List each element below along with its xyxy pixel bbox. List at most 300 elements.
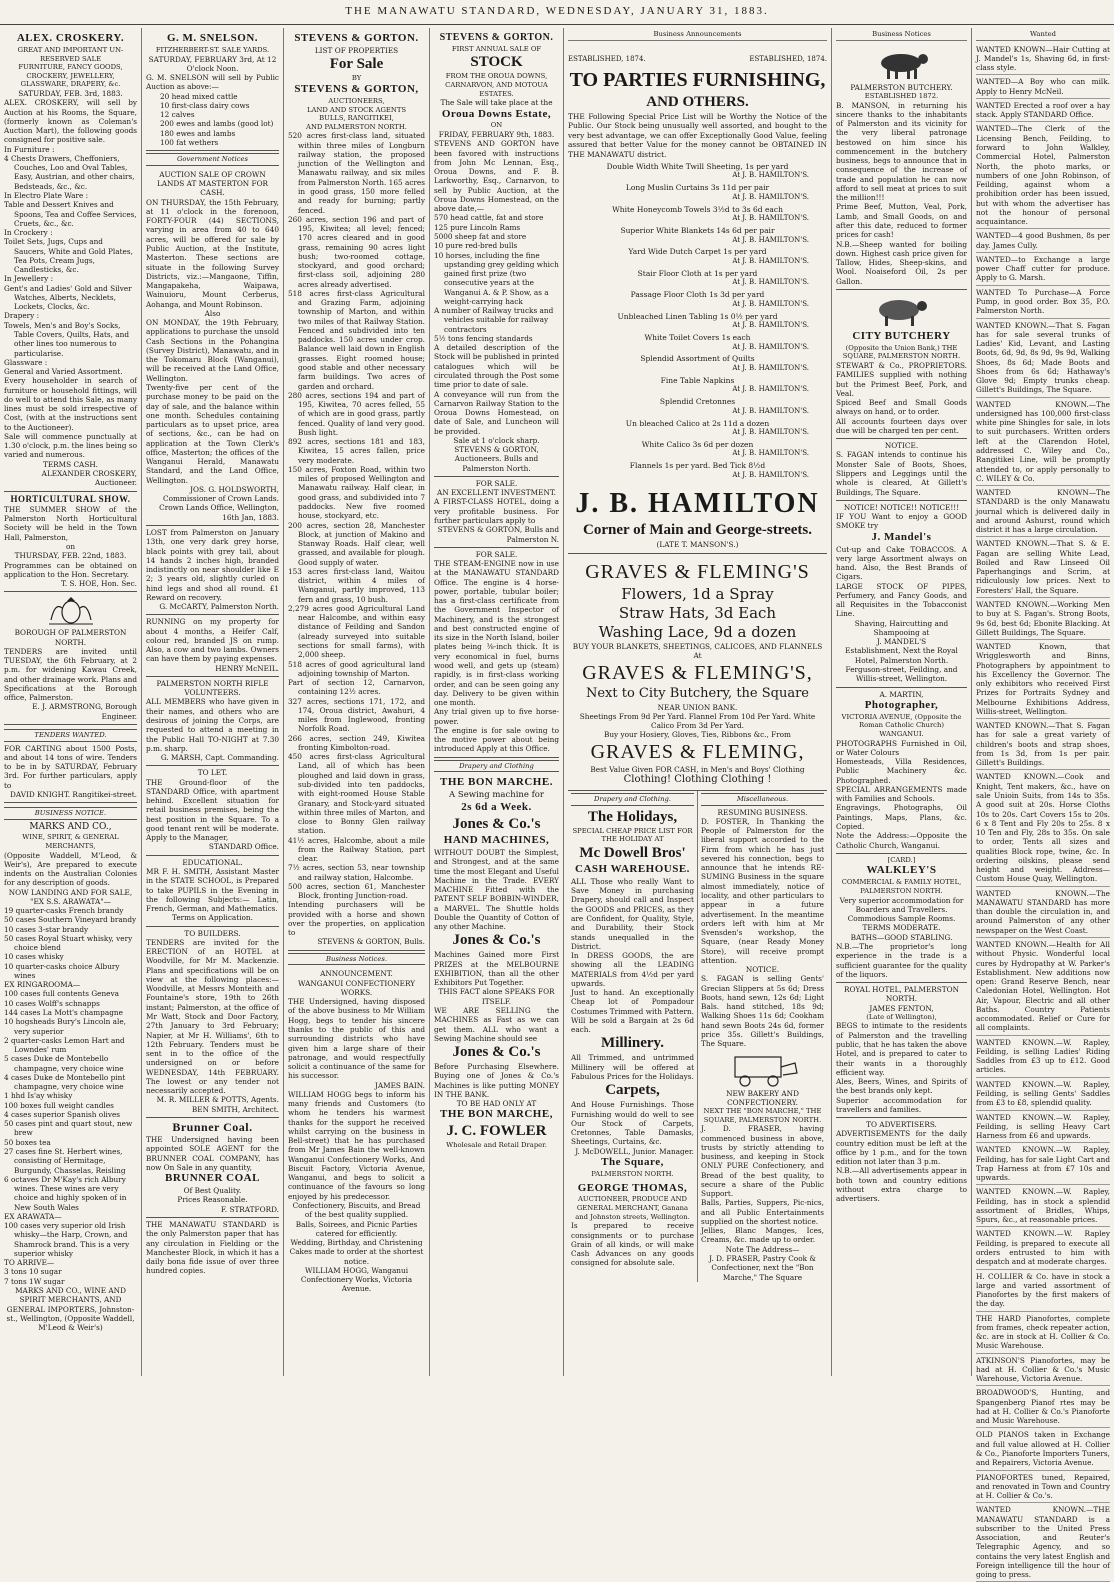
tobe: TO BE HAD ONLY AT — [456, 1099, 537, 1109]
price-vendor: At J. B. HAMILTON'S. — [732, 449, 809, 458]
hotel-body: A FIRST-CLASS HOTEL, doing a very profitable business. For further particulars apply to — [434, 497, 559, 525]
wang-title: WANGANUI CONFECTIONERY WORKS. — [297, 978, 416, 997]
hamilton-ad — [568, 43, 827, 554]
marks-item: 100 boxes full weight candles — [4, 1100, 114, 1110]
wanted-item: WANTED KNOWN.—W. Rapley, Feilding, is selling Ladies' Riding Saddles from £3 up to £12. Good articles. — [976, 1036, 1110, 1078]
croskery-item: Glassware : — [4, 357, 48, 367]
marks-item: 10 cases 3-star brandy — [4, 924, 89, 934]
commercial: COMMERCIAL & FAMILY HOTEL, PALMERSTON NORTH. — [841, 878, 962, 896]
price-item: Splendid Cretonnes — [659, 397, 736, 407]
wang-sign1: JAMES BAIN. — [374, 1080, 425, 1090]
snelson-items — [146, 92, 279, 148]
croskery-title: ALEX. CROSKERY. — [16, 32, 125, 44]
croskery-note: Every householder in search of furniture or household fittings, will do well to attend this Sale, as many lines must be sold irrespective of Cost, (with at the instructions sent to the Auctioneer). — [4, 376, 137, 432]
builders-head: TO BUILDERS. — [184, 928, 241, 938]
price-line — [568, 226, 827, 244]
croskery-terms: TERMS CASH. — [42, 459, 98, 469]
marks-item: 27 cases fine St. Herbert wines, consisting of Hermitage, Burgundy, Chasselas, Reisling — [4, 1147, 126, 1175]
snelson-title: G. M. SNELSON. — [166, 32, 259, 44]
lost-body: LOST from Palmerston on January 13th, one very dark grey horse, black points with grey tail, about 14 hands 2 inches high, branded indistinctly on near shoulder like E 2; 3 years old, slightly curled on hind legs and shod all round. £1 Reward on recovery. — [146, 527, 279, 602]
price-vendor: At J. B. HAMILTON'S. — [732, 256, 809, 265]
marks-item: 5 cases Duke de Montebello champagne, very choice wine — [4, 1054, 124, 1073]
jones2: Jones & Co.'s — [452, 932, 541, 949]
oroua-sale-place: The Sale will take place at the — [440, 98, 553, 108]
sg-auct: AUCTIONEERS, — [328, 96, 385, 105]
resume: RESUMING BUSINESS. — [717, 807, 808, 817]
property-item: 892 acres, sections 181 and 183, Kiwitea, 15 acres fallen, price very moderate. — [288, 437, 425, 465]
wanted-item: WANTED KNOWN.—W. Rapley, Feilding, is selling Heavy Cart Harness from £6 and upwards. — [976, 1111, 1110, 1144]
bon-marche-ad — [434, 774, 559, 1153]
mandel-ad — [836, 501, 967, 688]
property-item: 7½ acres, section 53, near township and railway station, Halcombe. — [288, 863, 425, 882]
oroua-stock: STOCK — [470, 54, 523, 71]
superior: Very superior accommodation for Boarders and Travellers. — [839, 895, 964, 914]
gf-lace: Washing Lace, 9d a dozen — [598, 623, 797, 642]
masthead: THE MANAWATU STANDARD, WEDNESDAY, JANUARY 31, 1883. — [0, 0, 1114, 25]
price-item: Un bleached Calico at 2s 11d a dozen — [625, 418, 770, 428]
price-vendor: At J. B. HAMILTON'S. — [732, 192, 809, 201]
snelson-item: 180 ewes and lambs — [160, 128, 236, 138]
holidays: The Holidays, — [587, 808, 678, 825]
price-vendor: At J. B. HAMILTON'S. — [732, 363, 809, 372]
property-item: 200 acres, section 28, Manchester Block, at junction of Makino and Stanway Roads. Half clear, well grassed, and available for plough. Good supply of water. — [288, 520, 425, 567]
city-butchery: CITY BUTCHERY — [852, 329, 951, 342]
wanted-item: WANTED Erected a roof over a hay stack. Apply STANDARD Office. — [976, 99, 1110, 123]
sg-land: LAND AND STOCK AGENTS — [306, 105, 407, 114]
croskery-item: In Electro Plate Ware : — [4, 191, 89, 201]
nb2: N.B.—The proprietor's long experience in the trade is a sufficient guarantee for the quality of the liquors. — [836, 941, 967, 979]
marks-item: 50 cases pint and quart stout, new brew — [4, 1119, 133, 1138]
marks-item: 3 tons 10 sugar — [4, 1267, 62, 1277]
next-the: NEXT THE "BON MARCHE," THE SQUARE, PALMERSTON NORTH. — [703, 1107, 822, 1124]
builders-sign: M. R. MILLER & POTTS, Agents. BEN SMITH, Architect. — [156, 1095, 279, 1114]
marks-item: 50 cases Royal Stuart whisky, very choice blend — [4, 933, 133, 953]
oroua-item: 570 head cattle, fat and store — [434, 213, 544, 223]
coat-of-arms-icon — [45, 596, 97, 626]
croskery-item: 4 Chests Drawers, Cheffoniers, Couches, Loo and Oval Tables, Easy, Austrian, and other chairs, Bedsteads, &c., &c. — [4, 153, 135, 191]
business-head: BUSINESS NOTICE. — [4, 807, 137, 820]
column-7 — [972, 28, 1114, 1580]
sg-bulls: BULLS, RANGITIKEI, — [319, 114, 394, 123]
property-item: 150 acres, Foxton Road, within two miles of proposed Wellington and Manawatu railway. Half clear, in good grass, and subdivided into 7 paddocks. New five roomed house, stockyard, etc. — [288, 464, 425, 521]
croskery-items — [4, 145, 137, 377]
snelson-ad — [146, 30, 279, 151]
marks-title: MARKS AND CO., — [29, 821, 112, 832]
hort-prog: Programmes can be obtained on application to the Hon. Secretary. — [4, 560, 137, 579]
oroua-convey: A conveyance will run from the Carnarvon Railway Station to the Oroua Downs Homestead, on date of Sale, and Luncheon will be provided. — [434, 389, 559, 436]
marks-item: 7 tons 1W sugar — [4, 1276, 65, 1286]
property-item: 266 acres, section 249, Kiwitea fronting Kimbolton-road. — [288, 733, 425, 752]
marks-landing: NOW LANDING AND FOR SALE, "EX S.S. ARAWATA"— — [8, 887, 133, 906]
oroua-estate: Oroua Downs Estate, — [441, 107, 552, 120]
special-list: SPECIAL CHEAP PRICE LIST FOR THE HOLIDAY AT — [572, 826, 693, 844]
city-butchery-ad — [836, 290, 967, 439]
property-item: 520 acres first-class land, situated within three miles of Longburn railway station, the proposed junction of the Wellington and Manawatu railway, and six miles from Palmerston North. 165 acres in good grass, 150 more felled and ready for burning; partly fenced. — [288, 131, 425, 215]
price-item: Stair Floor Cloth at 1s per yard — [637, 268, 758, 278]
engravings: Engravings, Photographs, Oil Paintings, Maps, Plans, &c. Copied. — [836, 803, 967, 832]
sample: Commodious Sample Rooms. — [847, 914, 956, 924]
engine-body2: Any trial given up to five horse-power. — [434, 707, 559, 726]
advertisers-ad — [836, 1118, 967, 1206]
hamilton-corner: Corner of Main and George-streets. — [583, 522, 812, 539]
fraser: J. D. FRASER, having commenced business in above, trusts by strictly attending to business, and keeping in Stock ONLY PURE Confectionery, and Bread of the best quality, to secure a share of the Public Support. — [701, 1124, 824, 1199]
invest: AN EXCELLENT INVESTMENT. — [437, 488, 556, 498]
notice-h: NOTICE. — [884, 441, 919, 451]
croskery-sub: GREAT AND IMPORTANT UN-RESERVED SALE — [17, 45, 124, 63]
wang-body: THE Undersigned, having disposed of the above business to Mr William Hogg, begs to tender his sincere thanks to the public of this and surrounding districts who have given him a large share of their patronage, and would respectfully solicit a continuance of the same for his successor. — [288, 997, 425, 1081]
snelson-sub: FITZHERBERT-ST. SALE YARDS. — [155, 45, 270, 54]
carp-body: And House Furnishings. Those Furnishing would do well to see Our Stock of Carpets, Cretonnes, Table Damasks, Sheetings, Curtains, &c. — [571, 1100, 694, 1147]
marks-item: 10 cases Wolff's schnapps — [4, 998, 100, 1008]
walkley-ad — [836, 854, 967, 983]
wanted-item: WANTED KNOWN.—W. Rapley, Feilding, has in stock a splendid assortment of Bridles, Whips, Spurs, &c., at reasonable prices. — [976, 1185, 1110, 1227]
marks-items — [4, 906, 137, 1286]
tenders-head: TENDERS WANTED. — [4, 729, 137, 742]
col7-banner: Wanted — [976, 30, 1110, 41]
tolet-sign: STANDARD Office. — [208, 842, 279, 852]
wanted-item: WANTED To Purchase—A Force Pump, in good order. Box 35, P.O. Palmerston North. — [976, 286, 1110, 319]
oroua-item: 5000 sheep fat and store — [434, 232, 527, 242]
gf-title2: GRAVES & FLEMING'S, — [582, 661, 813, 684]
hort-date: THURSDAY, FEB. 22nd, 1883. — [14, 551, 127, 561]
marks-item: 1 hhd Is'ay whisky — [4, 1091, 73, 1101]
hort-sign: T. S. HOE, Hon. Sec. — [61, 579, 137, 589]
wanted-item: WANTED KNOWN.—That S. Fagan has for sale several trunks of Ladies' Kid, Levant, and Lasting Boots, 6d, 9d, 8s 9d, 9s 9d, Walking Shoes, 8s 6d; Made Boots and Shoes from 6s 6d; Hathaway's Glove 9d; Empty trunks cheap. Gillett's Buildings, The Square. — [976, 319, 1110, 398]
price-vendor: At J. B. HAMILTON'S. — [732, 171, 809, 180]
sheep-icon — [867, 294, 937, 328]
property-item: 41½ acres, Halcombe, about a mile from the Railway Station, part clear. — [288, 835, 425, 864]
property-item: 260 acres, section 196 and part of 195, Kiwitea; all level; fenced; 170 acres cleared and in good grass, remaining 90 acres light bush; two-roomed cottage, stockyard, and good orchard; first-class soil, adjoining 280 acres already advertised. — [288, 214, 425, 289]
sewing-price: 2s 6d a Week. — [461, 801, 532, 813]
price-item: Splendid Assortment of Quilts — [640, 354, 755, 364]
sg-firm: STEVENS & GORTON, — [294, 82, 419, 95]
wanted-item: WANTED KNOWN.—The MANAWATU STANDARD has more than double the circulation in, and around Palmerston of any other newspaper on the West Coast. — [976, 887, 1110, 938]
notice: NOTICE. — [745, 965, 780, 975]
crown-title: AUCTION SALE OF CROWN LANDS AT MASTERTON FOR CASH. — [156, 169, 269, 198]
brunner-ad — [146, 1118, 279, 1218]
gf-title3: GRAVES & FLEMING, — [590, 740, 805, 763]
col3-notices-head: Business Notices. — [288, 953, 425, 966]
marks-ad — [4, 803, 137, 1335]
price-vendor: At J. B. HAMILTON'S. — [732, 342, 809, 351]
gf-straw: Straw Hats, 3d Each — [618, 604, 777, 623]
col5-lower — [568, 791, 827, 1282]
crown-ad — [146, 168, 279, 526]
rifle-ad — [146, 677, 279, 766]
tolet-body: THE Ground-floor of the STANDARD Office, with apartment behind. Excellent situation for retail business premises, being the best position in the Square. To a good tenant rent will be moderate. Apply to the Manager, — [146, 777, 279, 843]
wanted-item: WANTED—The Clerk of the Licensing Bench, Feilding, to forward to John Walkley, Commercial Hotel, Palmerston North, the photo marks, or numbers of one John Robinson, of Feilding, against whom a prohibition order has been issued, but with whom the advertiser has not the honour of personal acquaintance. — [976, 122, 1110, 229]
gf-best: Best Value Given FOR CASH, in Men's and Boys' Clothing — [590, 765, 805, 775]
bakery-cart-icon — [723, 1051, 803, 1087]
croskery-item: In Jewellery : — [4, 274, 54, 284]
gf-flowers: Flowers, 1d a Spray — [621, 585, 774, 603]
marks-footer: MARKS AND CO., WINE AND SPIRIT MERCHANTS, AND GENERAL IMPORTERS, Johnston-st., Wellington, (Opposite Waddell, M'Leod & Weir's) — [6, 1285, 135, 1333]
marks-item: 50 cases Southern Vineyard brandy — [4, 915, 137, 925]
croskery-item: Gent's and Ladies' Gold and Silver Watches, Alberts, Necklets, Lockets, Clocks, &c. — [4, 283, 132, 312]
price-item: White Honeycomb Towels 3½d to 3s 6d each — [612, 204, 783, 214]
stewart: STEWART & Co., PROPRIETORS. FAMILIES supplied with nothing but the Primest Beef, Pork, and Veal. — [836, 361, 967, 398]
price-line — [568, 419, 827, 437]
borough-sign: E. J. ARMSTRONG, Borough Engineer. — [32, 702, 137, 721]
price-vendor: At J. B. HAMILTON'S. — [732, 299, 809, 308]
jones3: Jones & Co.'s — [452, 1044, 541, 1061]
thomas-sub: AUCTIONEER, PRODUCE AND GENERAL MERCHANT, Ganana and Johnston streets, Wellington. — [575, 1195, 690, 1221]
fagan-notice-ad — [836, 439, 967, 501]
new-bakery: NEW BAKERY AND CONFECTIONERY. — [726, 1088, 799, 1107]
lost-ad — [146, 526, 279, 615]
terms: TERMS MODERATE. — [862, 923, 941, 933]
walkley: WALKLEY'S — [866, 864, 937, 877]
oroua-on: ON — [490, 121, 503, 130]
hogg-body: WILLIAM HOGG begs to inform his many friends and Customers (to whom he tenders his warmest thanks for the support he received whilst carrying on the business in Bell-street) that he has purchased from Mr James Bain the well-known Wanganui Confectionery Works, And Biscuit Factory, Victoria Avenue, Wanganui, and begs to solicit a continuance of the favours so long enjoyed by his predecessor. — [288, 1089, 425, 1201]
ann-head: ANNOUNCEMENT. — [320, 969, 393, 979]
gf-near: NEAR UNION BANK. — [657, 702, 738, 712]
gf-hosiery: Buy your Hosiery, Gloves, Ties, Ribbons &c., From — [604, 730, 791, 740]
croskery-item: In Crockery : — [4, 228, 53, 238]
victoria: VICTORIA AVENUE, (Opposite the Roman Catholic Church) WANGANUI. — [841, 712, 962, 738]
ales: Ales, Beers, Wines, and Spirits of the best brands only kept. — [836, 1077, 967, 1096]
pn-est: ESTABLISHED 1872. — [864, 91, 939, 100]
wanted-item: H. COLLIER & Co. have in stock a large and varied assortment of Pianofortes by the first makers of the day. — [976, 1270, 1110, 1312]
oroua-sg: STEVENS & GORTON. — [439, 32, 554, 43]
crown-also: Also — [204, 308, 221, 318]
baths: BATHS—GOOD STABLING. — [850, 932, 953, 942]
forsale2: FOR SALE. — [475, 549, 518, 559]
carp-sign: J. McDOWELL, Junior. Manager. — [575, 1146, 694, 1156]
dress: In DRESS GOODS, the are showing all the LEADING MATERIALS from 4½d per yard upwards. — [571, 951, 694, 988]
adv-body: ADVERTISEMENTS for the daily country edition must be left at the office by 1 p.m., and for the town edition not later than 3 p.m. — [836, 1129, 967, 1167]
sg-properties-ad — [288, 30, 425, 951]
oroua-items — [434, 213, 559, 343]
snelson-item: 12 calves — [160, 110, 195, 120]
property-item: 280 acres, sections 194 and part of 195, Kiwitea, 70 acres felled, 55 of which are in good grass, partly fenced. Quality of land very good. Bush light. — [288, 390, 425, 437]
croskery-item: General and Varied Assortment. — [4, 367, 123, 377]
mandel: J. Mandel's — [871, 530, 932, 543]
snelson-item: 10 first-class dairy cows — [160, 100, 250, 110]
price-line — [568, 397, 827, 415]
accounts: All accounts fourteen days over due will be charged ten per cent. — [836, 416, 967, 435]
snelson-item: 20 head mixed cattle — [160, 91, 238, 101]
wanted-item: WANTED KNOWN.—The undersigned has 100,000 first-class white pine Shingles for sale, in lots to suit purchasers. Written orders left at the Clarendon Hotel, addressed C. Wiley and Co., Rangitikei Line, will be promptly attended to, or apply personally to C. WILEY & Co. — [976, 398, 1110, 486]
price-line — [568, 162, 827, 180]
price-line — [568, 269, 827, 287]
marks-item: 100 cases very superior old Irish whisky—the Harp, Crown, and Shamrock brand. This is a very superior whisky — [4, 1221, 130, 1258]
marks-item: 2 quarter-casks Lemon Hart and Lowndes' rum — [4, 1035, 125, 1055]
croskery-item: In Furniture : — [4, 144, 55, 154]
wanted-item: WANTED KNOWN.—W. Rapley, Feilding, is selling Gents' Saddles from £3 to £8, splendid quality. — [976, 1078, 1110, 1111]
lost-sign: G. McCARTY, Palmerston North. — [159, 602, 279, 612]
croskery-time: Sale will commence punctually at 1.30 o'clock, p.m. the lines being so varied and numerous. — [4, 431, 137, 460]
col5-lower-left — [568, 791, 698, 1282]
price-line — [568, 461, 827, 479]
croskery-item: Towels, Men's and Boy's Socks, Table Covers, Quilts, Hats, and other lines too numerous to particularise. — [4, 320, 129, 358]
right-head: Miscellaneous. — [701, 793, 824, 806]
marks-item: EX ARAWATA— — [4, 1211, 62, 1221]
price-line — [568, 312, 827, 330]
superior2: Superior accommodation for travellers and families. — [836, 1095, 967, 1114]
borough-body: TENDERS are invited until TUESDAY, the 6th February, at 2 p.m. for widening Kawau Creek, and other drainage work. Plans and Specifications at the Borough office, Palmerston. — [4, 646, 137, 703]
price-vendor: At J. B. HAMILTON'S. — [732, 235, 809, 244]
hogg-sign: WILLIAM HOGG, Wanganui Confectionery Works, Victoria Avenue. — [300, 1265, 413, 1294]
price-line — [568, 205, 827, 223]
price-line — [568, 440, 827, 458]
price-item: Unbleached Linen Tabling 1s 0½ per yard — [617, 311, 778, 321]
wanted-item: ATKINSON'S Pianofortes, may be had at H. Collier & Co.'s Music Warehouse, Victoria Avenue. — [976, 1354, 1110, 1387]
column-4 — [430, 28, 564, 1376]
fowler-sub: Wholesale and Retail Draper. — [446, 1141, 547, 1150]
tenders-ad — [4, 725, 137, 803]
price-vendor: At J. B. HAMILTON'S. — [732, 278, 809, 287]
bon2: THE BON MARCHE, — [440, 1108, 553, 1121]
column-3 — [284, 28, 430, 1376]
marks-item: 4 cases Duke de Montebello pint champagne, very choice wine — [4, 1072, 126, 1092]
wanted-item: BROADWOOD'S, Hunting, and Spangenberg Pianof rtes may be had at H. Collier & Co.'s Pianoforte and Music Warehouse. — [976, 1386, 1110, 1428]
square: The Square, — [601, 1155, 664, 1168]
col5-banner: Business Announcements — [568, 30, 827, 41]
late: (Late of Wellington), — [866, 1012, 937, 1021]
bull-icon — [867, 47, 937, 81]
price-line — [568, 354, 827, 372]
sewing: A Sewing machine for — [449, 790, 544, 801]
and-others: AND OTHERS. — [646, 93, 749, 110]
wanted-item: THE HARD Pianofortes, complete from frames, check repeater action, &c. are in stock at H. Collier & Co. Music Warehouse. — [976, 1312, 1110, 1354]
sg-forsale: For Sale — [329, 56, 384, 73]
running-sign: HENRY McNEIL. — [215, 663, 279, 673]
just-hand: Just to hand. An exceptionally Cheap lot of Pompadour Costumes Trimmed with Pattern. Will be sold a Bargain at 2s 6d each. — [571, 988, 694, 1035]
fraser-sign: J. D. FRASER, Pastry Cook & Confectioner, next the "Bon Marche," The Square — [709, 1254, 816, 1282]
price-item: White Calico 3s 6d per dozen — [641, 439, 754, 449]
hort-body: THE SUMMER SHOW of the Palmerston North Horticultural Society will be held in the Town Hall, Palmerston, — [4, 504, 137, 542]
wanted-item: WANTED KNOWN—The STANDARD is the only Manawatu journal which is delivered daily in and around Ashurst, round which district it has a large circulation. — [976, 486, 1110, 537]
price-item: Double Width White Twill Sheeting, 1s per yard — [606, 161, 789, 171]
wanted-item: WANTED KNOWN.—Health for All without Physic. Wonderful local cures by Hydropathy at W. Parker's Establishment. New additions now open: Grand Reserve Bench, near Caledonian Hotel, Wellington. Hot Air, Vapour, Electric and all other Baths. Country Patients accommodated. Relief or Cure for all complaints. — [976, 938, 1110, 1036]
oroua-item: 10 pure red-bred bulls — [434, 241, 518, 251]
oroua-item: A number of Railway trucks and vehicles suitable for railway contractors — [434, 306, 554, 334]
oroua-sign: STEVENS & GORTON, Auctioneers. Bulls and Palmerston North. — [454, 445, 539, 473]
before: Before Purchasing Elsewhere. Buying one of Jones & Co.'s Machines is like putting MONEY IN THE BANK. — [434, 1062, 559, 1099]
snelson-date: SATURDAY, FEBRUARY 3rd, At 12 O'clock Noon. — [148, 54, 277, 73]
hogg-balls: Balls, Soirees, and Picnic Parties catered for efficiently. — [295, 1219, 418, 1238]
wanted-item: WANTED—4 good Bushmen, 8s per day. James Cully. — [976, 229, 1110, 253]
tenders-body: FOR CARTING about 1500 Posts, and about 14 tons of wire. Tenders to be in by SATURDAY, February 3rd. For further particulars, apply to — [4, 743, 137, 790]
fenton: JAMES FENTON, — [869, 1003, 934, 1013]
property-item: 518 acres of good agricultural land adjoining township of Marton. — [288, 659, 425, 678]
property-item: 450 acres first-class Agricultural Land, all of which has been ploughed and laid down in grass, sub-divided into ten paddocks, with eight-roomed House Stable Granary, and Stock-yard situated within three miles of Marton, and close to Bonny Glen railway station. — [288, 752, 425, 836]
pn: PALMERSTON NORTH. — [591, 1169, 674, 1178]
croskery-sign: ALEXANDER CROSKERY, Auctioneer. — [41, 468, 137, 488]
wanted-item: WANTED KNOWN.—W. Rapley Feilding, is prepared to execute all orders entrusted to him with despatch and at moderate charges. — [976, 1227, 1110, 1269]
selling: WE ARE SELLING the MACHINES as Fast as we can get them. ALL who want a Sewing Machine should see — [434, 1006, 559, 1043]
royal: ROYAL HOTEL, PALMERSTON NORTH. — [843, 985, 960, 1004]
marks-addr: (Opposite Waddell, M'Leod, & Weir's), Are prepared to execute indents on the Australian Colonies for any description of goods. — [4, 850, 137, 888]
drapery-head: Drapery and Clothing — [434, 760, 559, 773]
hort-on: on — [65, 542, 76, 551]
croskery-date: SATURDAY, FEB. 3rd, 1883. — [18, 89, 123, 99]
brunner-sign: F. STRATFORD. — [220, 1204, 279, 1214]
croskery-goods: FURNITURE, FANCY GOODS, CROCKERY, JEWELLERY, GLASSWARE, DRAPERY, &c. — [18, 63, 123, 89]
carpets: Carpets, — [605, 1082, 660, 1099]
property-item: 500 acres, section 61, Manchester Block, fronting Junction-road. — [288, 881, 425, 901]
running-body: RUNNING on my property for about 4 months, a Heifer Calf, colour red, branded JS on rump. Also, a cow and two lambs. Owners can have them by paying expenses. — [146, 617, 279, 664]
price-item: Yard Wide Dutch Carpet 1s per yard — [628, 247, 767, 257]
to-parties: TO PARTIES FURNISHING, — [569, 68, 826, 91]
oroua-time: Sale at 1 o'clock sharp. — [453, 435, 540, 445]
brunner-title: Brunner Coal. — [172, 1119, 253, 1134]
photos: PHOTOGRAPHS Furnished in Oil, or Water Colours — [836, 738, 967, 757]
edu-ad — [146, 856, 279, 927]
price-vendor: At J. B. HAMILTON'S. — [732, 214, 809, 223]
gf-next: Next to City Butchery, the Square — [585, 686, 810, 702]
graves-fleming-ad — [568, 554, 827, 791]
est-left: ESTABLISHED, 1874. — [568, 54, 646, 63]
edu-terms: Terms on Application. — [172, 913, 253, 923]
running-ad — [146, 615, 279, 677]
brunner-body: THE Undersigned having been appointed SOLE AGENT for the BRUNNER COAL COMPANY, has now On Sale in any quantity, — [146, 1135, 279, 1172]
cash-warehouse: CASH WAREHOUSE. — [575, 862, 690, 875]
gf-buy: BUY YOUR BLANKETS, SHEETINGS, CALICOES, AND FLANNELS — [572, 642, 823, 652]
thomas: GEORGE THOMAS, — [577, 1181, 688, 1194]
martin: A. MARTIN, — [879, 689, 924, 699]
sg-props — [288, 131, 425, 900]
oroua-detail: A detailed description of the Stock will be published in printed catalogues which will be circulated through the Post some time prior to date of sale. — [434, 343, 559, 390]
rifle-body: ALL MEMBERS who have given in their names, and others who are desirous of joining the Corps, are requested to attend a meeting in the Public Hall TO-NIGHT at 7.30 p.m. sharp. — [146, 697, 279, 753]
crown-sign: JOS. G. HOLDSWORTH, Commissioner of Crown Lands. Crown Lands Office, Wellington, 16th Jan, 1883. — [159, 484, 279, 522]
jones-fact: THIS FACT alone SPEAKS FOR ITSELF. — [438, 987, 555, 1006]
marks-item: TO ARRIVE— — [4, 1258, 55, 1268]
wanted-item: WANTED KNOWN.—That S. Fagan has for sale a great variety of children's boots and strap shoes, from 1s 3d, from 1s per pair. Gillett's Buildings. — [976, 719, 1110, 770]
brunner-prices: Prices Reasonable. — [177, 1195, 248, 1205]
foster: D. FOSTER, In Thanking the People of Palmerston for the liberal support accorded to the Firm from which he has just severed his connection, begs to announce that he intends RE-SUMING Business in the square almost immediately, notice of locality, and other particulars to appear in a future advertisement. In the meantime orders left with him at Mr Svensden's workshop, the Square, (near Ready Money Store), will receive prompt attention. — [701, 816, 824, 965]
oroua-item: 10 horses, including the fine upstanding grey gelding which gained first prize (two consecutive years at the Wanganui A. & P. Show, as a weight-carrying hack — [434, 250, 559, 306]
photo: Photographer, — [864, 698, 939, 711]
price-vendor: At J. B. HAMILTON'S. — [732, 470, 809, 479]
col5-lower-right — [698, 791, 827, 1282]
wanted-item: WANTED—to Exchange a large power Chaff cutter for produce. Apply to G. Marsh. — [976, 253, 1110, 286]
thomas-body: Is prepared to receive consignments or to purchase Grain of all kinds, or will make Cash Advances on any goods consigned for absolute sale. — [571, 1221, 694, 1268]
standard-ad — [146, 1218, 279, 1279]
fenton-body: BEGS to intimate to the residents of Palmerston and the travelling public, that he has taken the above Hotel, and is prepared to cater to their wants in a thoroughly efficient way. — [836, 1021, 967, 1077]
brunner-coal: BRUNNER COAL — [165, 1172, 260, 1185]
price-line — [568, 333, 827, 351]
pn-butchery-ad — [836, 43, 967, 290]
price-item: Flannels 1s per yard. Bed Tick 8½d — [629, 461, 766, 471]
fagan: S. FAGAN is selling Gents' Grecian Slippers at 5s 6d; Dress Boots, hand sewn, 12s 6d; Light Bals. hand stitched, 18s 9d; Walking Shoes 11s 6d; Cookham hand sewn Boots 24s 6d, former price 35s. Gillett's Buildings, The Square. — [701, 974, 824, 1049]
card: [CARD.] — [887, 855, 916, 864]
price-line — [568, 247, 827, 265]
wanted-item: WANTED KNOWN.—Working Men to buy at S. Fagan's. Strong Boots, 9s 6d, best 6d; Ebonite Blacking. At Gillett Buildings, The Square. — [976, 598, 1110, 640]
croskery-item: Table and Dessert Knives and Spoons, Tea and Coffee Services, Cruets, &c., &c. — [4, 200, 137, 228]
column-6 — [832, 28, 972, 1376]
price-item: White Toilet Covers 1s each — [644, 333, 751, 343]
left-head: Drapery and Clothing. — [571, 793, 694, 806]
marks-item: 4 cases superior Spanish olives — [4, 1109, 121, 1119]
hamilton-late: (LATE T. MANSON'S.) — [656, 540, 739, 550]
mandel2: J. MANDEL'S — [876, 637, 927, 647]
borough-ad — [4, 592, 137, 725]
fagan2: S. FAGAN intends to continue his Monster Sale of Boots, Shoes, Slippers and Leggings until the whole is cleared, At Gillett's Buildings, The Square. — [836, 450, 967, 497]
millinery: Millinery. — [601, 1035, 664, 1052]
tolet-head: TO LET. — [197, 768, 228, 778]
marks-item: 10 quarter-casks choice Albury wines — [4, 961, 120, 980]
column-5 — [564, 28, 832, 1376]
oroua-item: 125 pure Lincoln Rams — [434, 222, 521, 232]
builders-ad — [146, 927, 279, 1118]
shaving: Shaving, Haircutting and Shampooing at — [854, 618, 949, 637]
hogg-list: Confectionery, Biscuits, and Bread of the best quality supplied. — [292, 1201, 421, 1220]
edu-head: EDUCATIONAL. — [182, 857, 243, 867]
fowler: J. C. FOWLER — [446, 1123, 547, 1140]
nb: N.B.—Sheep wanted for boiling down. Highest cash price given for Tallow, Hides, Sheep-skins, and Wool. Noaiseford Oil, 2s per Gallon. — [836, 239, 967, 286]
